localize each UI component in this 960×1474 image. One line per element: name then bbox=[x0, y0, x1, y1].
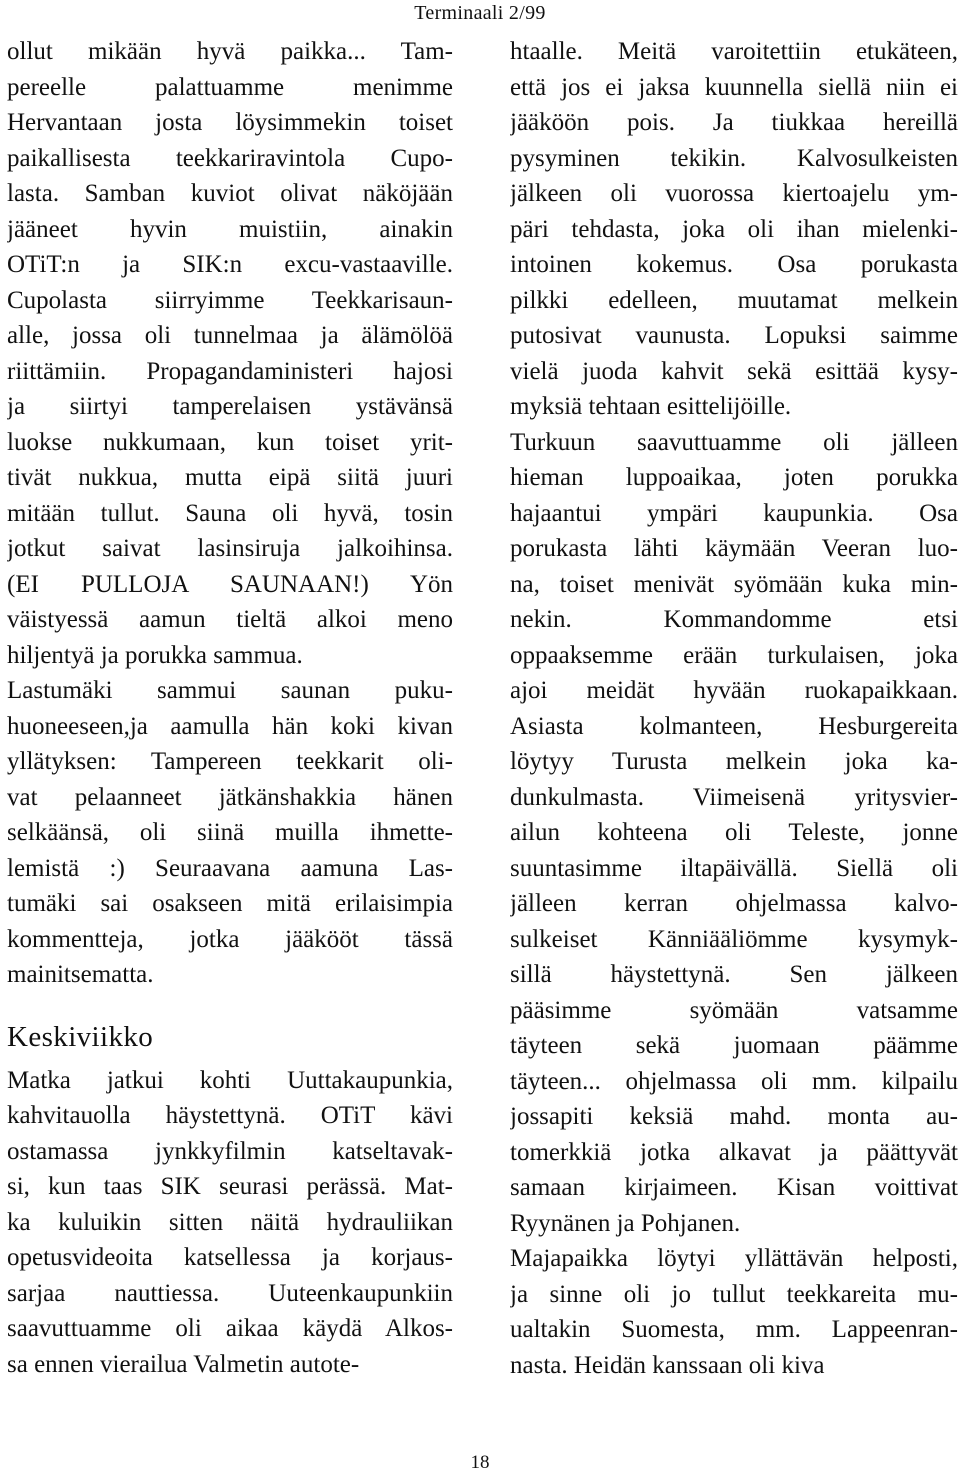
text-line: nekin. Kommandomme etsi bbox=[510, 606, 958, 633]
text-line: tivät nukkua, mutta eipä siitä juuri bbox=[7, 464, 453, 491]
text-line: mitään tullut. Sauna oli hyvä, tosin bbox=[7, 499, 453, 527]
text-line: myksiä tehtaan esittelijöille. bbox=[510, 393, 792, 420]
text-line: Ryynänen ja Pohjanen. bbox=[510, 1209, 741, 1237]
text-line: na, toiset menivät syömään kuka min- bbox=[510, 570, 958, 598]
text-line: löytyy Turusta melkein joka ka- bbox=[510, 748, 958, 775]
text-line: pereelle palattuamme menimme bbox=[7, 73, 453, 101]
text-line: ajoi meidät hyvään ruokapaikkaan. bbox=[510, 677, 958, 704]
text-line: jääneet hyvin muistiin, ainakin bbox=[7, 215, 453, 243]
text-line: ualtakin Suomesta, mm. Lappeenran- bbox=[510, 1316, 958, 1343]
text-line: päri tehdasta, joka oli ihan mielenki- bbox=[510, 215, 958, 243]
text-line: Asiasta kolmanteen, Hesburgereita bbox=[510, 712, 958, 740]
text-line: täyteen sekä juomaan päämme bbox=[510, 1032, 958, 1059]
text-line: tumäki sai osakseen mitä erilaisimpia bbox=[7, 890, 453, 917]
text-line: jossapiti keksiä mahd. monta au- bbox=[510, 1103, 958, 1130]
text-line: si, kun taas SIK seurasi perässä. Mat- bbox=[7, 1173, 453, 1200]
text-line: (EI PULLOJA SAUNAAN!) Yön bbox=[7, 570, 453, 598]
text-line: kommentteja, jotka jääkööt tässä bbox=[7, 925, 453, 953]
text-line: tomerkkiä jotka alkavat ja päättyvät bbox=[510, 1138, 958, 1166]
paragraph-two bbox=[7, 1063, 453, 1383]
paragraph-one bbox=[7, 34, 453, 993]
text-line: väistyessä aamun tieltä alkoi meno bbox=[7, 606, 453, 633]
text-line: jälleen kerran ohjelmassa kalvo- bbox=[510, 890, 958, 917]
text-line: htaalle. Meitä varoitettiin etukäteen, bbox=[510, 38, 958, 65]
text-line: ailun kohteena oli Teleste, jonne bbox=[510, 819, 958, 846]
text-line: ollut mikään hyvä paikka... Tam- bbox=[7, 38, 453, 65]
text-line: lasta. Samban kuviot olivat näköjään bbox=[7, 180, 453, 207]
text-line: sarjaa nauttiessa. Uuteenkaupunkiin bbox=[7, 1279, 453, 1307]
text-line: pilkki edelleen, muutamat melkein bbox=[510, 286, 958, 314]
text-line: sulkeiset Känniääliömme kysymyk- bbox=[510, 925, 958, 953]
text-line: mainitsematta. bbox=[7, 961, 154, 988]
text-line: jääköön pois. Ja tiukkaa hereillä bbox=[510, 109, 958, 136]
text-line: ja sinne oli jo tullut teekkareita mu- bbox=[510, 1280, 958, 1308]
text-line: hieman luppoaikaa, joten porukka bbox=[510, 464, 958, 491]
text-line: porukasta lähti käymään Veeran luo- bbox=[510, 535, 958, 562]
text-line: täyteen... ohjelmassa oli mm. kilpailu bbox=[510, 1067, 958, 1095]
text-line: hajaantui ympäri kaupunkia. Osa bbox=[510, 499, 958, 527]
text-line: sa ennen vierailua Valmetin autote- bbox=[7, 1350, 360, 1378]
text-line: Hervantaan josta löysimmekin toiset bbox=[7, 109, 453, 136]
text-line: ja siirtyi tamperelaisen ystävänsä bbox=[7, 393, 453, 420]
text-line: huoneeseen,ja aamulla hän koki kivan bbox=[7, 712, 453, 740]
right-text bbox=[510, 34, 958, 1383]
text-line: oppaaksemme erään turkulaisen, joka bbox=[510, 641, 958, 669]
text-line: OTiT:n ja SIK:n excu-vastaaville. bbox=[7, 251, 453, 278]
text-line: että jos ei jaksa kuunnella siellä niin ei bbox=[510, 73, 958, 101]
text-line: selkäänsä, oli siinä muilla ihmette- bbox=[7, 819, 453, 846]
running-header: Terminaali 2/99 bbox=[414, 2, 546, 24]
text-line: ostamassa jynkkyfilmin katseltavak- bbox=[7, 1137, 453, 1165]
left-column bbox=[7, 34, 453, 1382]
text-line: ka kuluikin sitten näitä hydrauliikan bbox=[7, 1208, 453, 1236]
text-line: sillä häystettynä. Sen jälkeen bbox=[510, 961, 958, 988]
text-line: opetusvideoita katsellessa ja korjaus- bbox=[7, 1244, 453, 1271]
text-line: paikallisesta teekkariravintola Cupo- bbox=[7, 144, 453, 172]
right-column bbox=[510, 34, 958, 1383]
text-line: pääsimme syömään vatsamme bbox=[510, 996, 958, 1024]
text-line: Turkuun saavuttuamme oli jälleen bbox=[510, 428, 958, 456]
text-line: yllätyksen: Tampereen teekkarit oli- bbox=[7, 748, 453, 775]
text-line: vielä juoda kahvit sekä esittää kysy- bbox=[510, 357, 958, 385]
text-line: jotkut saivat lasinsiruja jalkoihinsa. bbox=[7, 535, 453, 562]
text-line: alle, jossa oli tunnelmaa ja älämölöä bbox=[7, 322, 453, 349]
text-line: nasta. Heidän kanssaan oli kiva bbox=[510, 1351, 825, 1379]
text-line: samaan kirjaimeen. Kisan voittivat bbox=[510, 1174, 958, 1201]
text-line: kahvitauolla häystettynä. OTiT kävi bbox=[7, 1102, 453, 1129]
text-line: putosivat vaunusta. Lopuksi saimme bbox=[510, 322, 958, 349]
text-line: riittämiin. Propagandaministeri hajosi bbox=[7, 357, 453, 385]
text-line: jälkeen oli vuorossa kiertoajelu ym- bbox=[510, 180, 958, 207]
text-line: Cupolasta siirryimme Teekkarisaun- bbox=[7, 286, 453, 314]
section-heading-keskiviikko: Keskiviikko bbox=[7, 1020, 154, 1053]
text-line: intoinen kokemus. Osa porukasta bbox=[510, 251, 958, 278]
text-line: hiljentyä ja porukka sammua. bbox=[7, 641, 303, 669]
text-line: Majapaikka löytyi yllättävän helposti, bbox=[510, 1245, 958, 1272]
text-line: pysyminen tekikin. Kalvosulkeisten bbox=[510, 144, 958, 172]
text-line: Lastumäki sammui saunan puku- bbox=[7, 677, 453, 704]
text-line: vat pelaanneet jätkänshakkia hänen bbox=[7, 783, 453, 811]
text-line: saavuttuamme oli aikaa käydä Alkos- bbox=[7, 1315, 453, 1342]
text-line: lemistä :) Seuraavana aamuna Las- bbox=[7, 854, 453, 882]
text-line: luokse nukkumaan, kun toiset yrit- bbox=[7, 428, 453, 456]
page-number: 18 bbox=[470, 1452, 490, 1473]
text-line: dunkulmasta. Viimeisenä yritysvier- bbox=[510, 783, 958, 811]
text-line: Matka jatkui kohti Uuttakaupunkia, bbox=[7, 1066, 453, 1094]
text-line: suuntasimme iltapäivällä. Siellä oli bbox=[510, 854, 958, 882]
